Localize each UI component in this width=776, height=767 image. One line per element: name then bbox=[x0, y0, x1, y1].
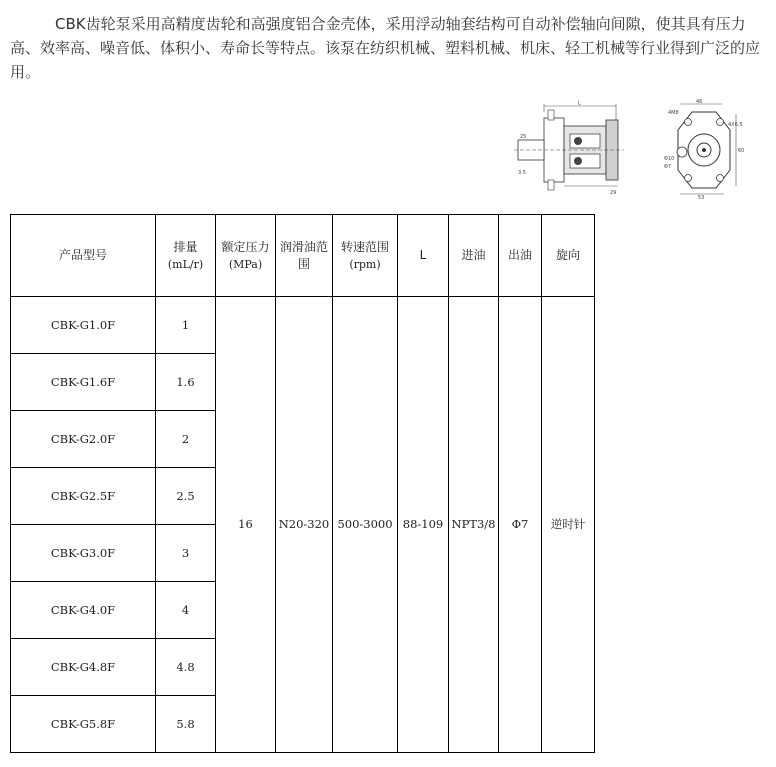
cell-displacement: 2 bbox=[156, 411, 216, 468]
length-label: L bbox=[578, 100, 581, 107]
cell-displacement: 2.5 bbox=[156, 468, 216, 525]
pump-side-section-drawing bbox=[514, 100, 630, 196]
dim-b-label: 29 bbox=[610, 190, 617, 196]
intro-paragraph bbox=[10, 12, 762, 84]
cell-inlet: NPT3/8 bbox=[449, 297, 499, 753]
thread-label: 4M8 bbox=[668, 110, 679, 116]
header-rotation: 旋向 bbox=[542, 215, 595, 297]
spec-table bbox=[10, 214, 595, 753]
cell-model: CBK-G2.5F bbox=[11, 468, 156, 525]
pump-front-view-drawing bbox=[662, 100, 758, 200]
width-top-label: 46 bbox=[696, 99, 703, 105]
cell-rotation: 逆时针 bbox=[542, 297, 595, 753]
cell-speed-range: 500-3000 bbox=[333, 297, 398, 753]
header-displacement: 排量 (mL/r) bbox=[156, 215, 216, 297]
intro-text: CBK齿轮泵采用高精度齿轮和高强度铝合金壳体，采用浮动轴套结构可自动补偿轴向间隙，使其具有压力高、效率高、噪音低、体积小、寿命长等特点。该泵在纺织机械、塑料机械、机床、轻工机械等行业得到广泛的应用。 bbox=[10, 15, 761, 81]
header-inlet: 进油 bbox=[449, 215, 499, 297]
cell-model: CBK-G1.0F bbox=[11, 297, 156, 354]
cell-outlet: Φ7 bbox=[499, 297, 542, 753]
table-row bbox=[11, 297, 595, 354]
cell-model: CBK-G2.0F bbox=[11, 411, 156, 468]
cell-model: CBK-G3.0F bbox=[11, 525, 156, 582]
header-outlet: 出油 bbox=[499, 215, 542, 297]
cell-displacement: 1.6 bbox=[156, 354, 216, 411]
port-label: Φ7 bbox=[664, 164, 672, 170]
dim-a-label: 25 bbox=[520, 134, 527, 140]
cell-model: CBK-G1.6F bbox=[11, 354, 156, 411]
depth-label: 3.5 bbox=[518, 170, 526, 176]
height-label: 60 bbox=[738, 148, 745, 154]
header-oil-range: 润滑油范 围 bbox=[276, 215, 333, 297]
header-length: L bbox=[398, 215, 449, 297]
header-speed: 转速范围 (rpm) bbox=[333, 215, 398, 297]
cell-displacement: 1 bbox=[156, 297, 216, 354]
hole-label: 4X6.5 bbox=[728, 122, 743, 128]
header-model: 产品型号 bbox=[11, 215, 156, 297]
table-header-row bbox=[11, 215, 595, 297]
cell-oil-range: N20-320 bbox=[276, 297, 333, 753]
cell-length: 88-109 bbox=[398, 297, 449, 753]
cell-model: CBK-G4.8F bbox=[11, 639, 156, 696]
shaft-label: Φ10 bbox=[664, 156, 675, 162]
cell-displacement: 4.8 bbox=[156, 639, 216, 696]
cell-model: CBK-G4.0F bbox=[11, 582, 156, 639]
cell-displacement: 5.8 bbox=[156, 696, 216, 753]
cell-displacement: 4 bbox=[156, 582, 216, 639]
cell-model: CBK-G5.8F bbox=[11, 696, 156, 753]
cell-displacement: 3 bbox=[156, 525, 216, 582]
width-bottom-label: 53 bbox=[698, 195, 705, 201]
cell-pressure: 16 bbox=[216, 297, 276, 753]
header-pressure: 额定压力 (MPa) bbox=[216, 215, 276, 297]
